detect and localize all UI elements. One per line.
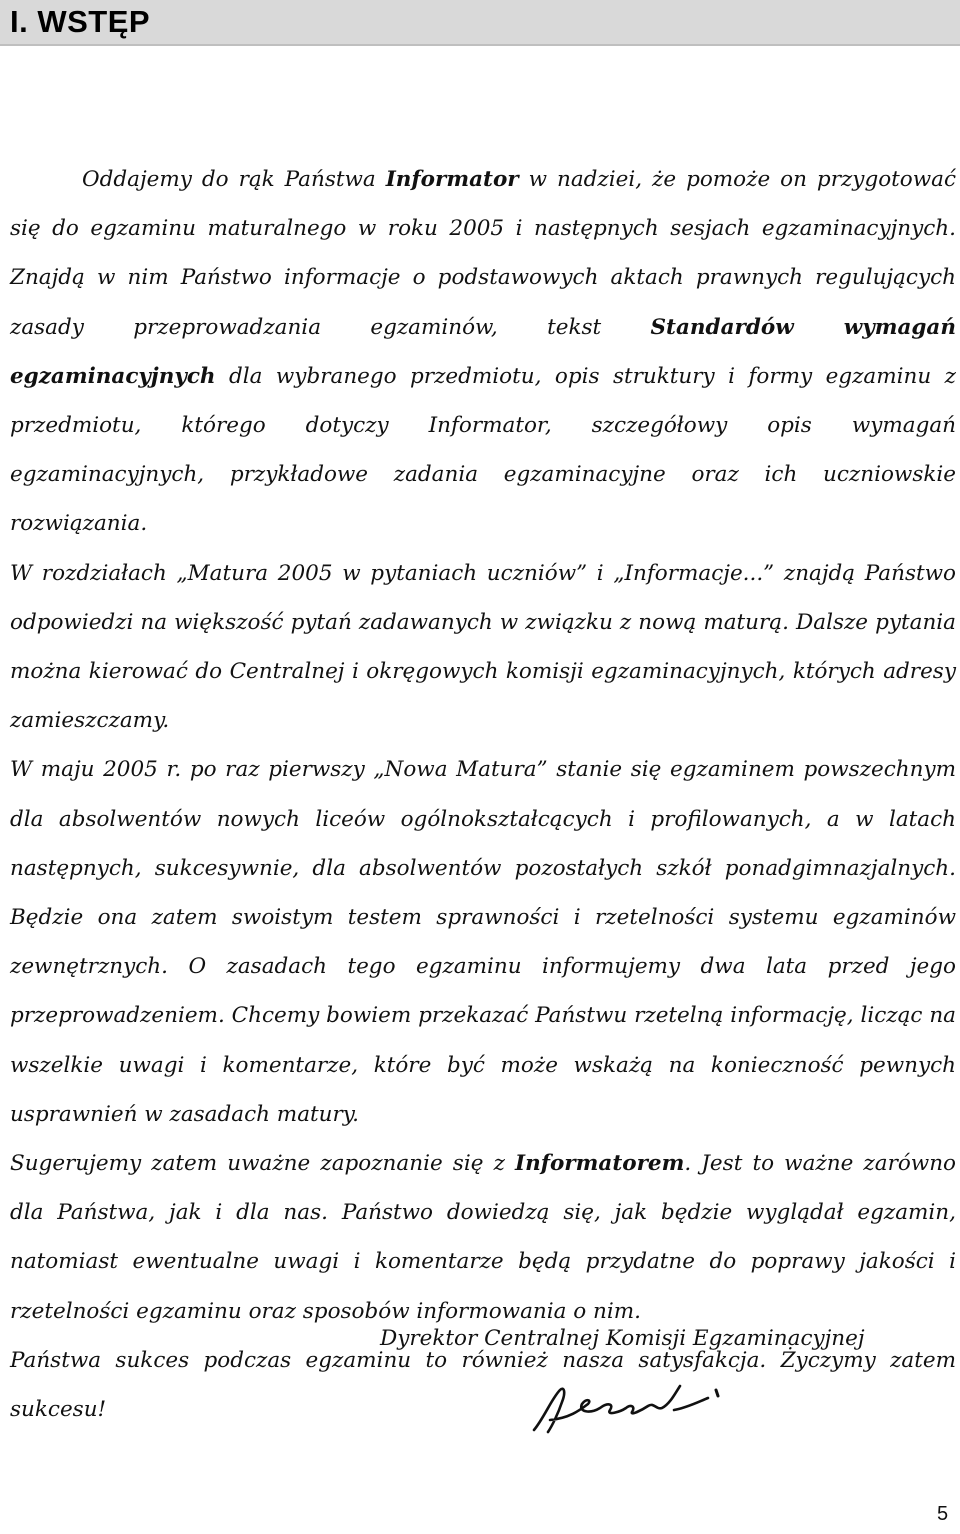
paragraph-new-matura: W maju 2005 r. po raz pierwszy „Nowa Matura” stanie się egzaminem powszechnym dla absolwentów nowych liceów ogólnokształcących i profilowanych, a w latach następnych, sukcesywnie, dla absolwentów pozostałych szkół ponadgimnazjalnych. Będzie ona zatem swoistym testem sprawności i rzetelności systemu egzaminów zewnętrznych. O zasadach tego egzaminu informujemy dwa lata przed jego przeprowadzeniem. Chcemy bowiem przekazać Państwu rzetelną informację, licząc na wszelkie uwagi i komentarze, które być może wskażą na konieczność pewnych usprawnień w zasadach matury. <box>10 757 956 1127</box>
intro-standards-bold: Standardów wymagań egzaminacyjnych <box>10 314 956 389</box>
paragraph-closing: Państwa sukces podczas egzaminu to również nasza satysfakcja. Życzymy zatem sukcesu! <box>10 1347 956 1423</box>
intro-text-e: dla wybranego przedmiotu, opis struktury i formy egzaminu z przedmiotu, którego dotyczy Informator, szczegółowy opis wymagań egzaminacyjnych, przykładowe zadania egzaminacyjne oraz ich uczniowskie rozwiązania. <box>10 363 956 537</box>
suggestion-informator-bold: Informatorem <box>515 1151 685 1177</box>
intro-text-c: w nadziei, że pomoże on przygotować się do egzaminu maturalnego w roku 2005 i następnych sesjach egzaminacyjnych. Znajdą w nim Państwo informacje o podstawowych aktach prawnych regulujących zasady przeprowadzania egzaminów, tekst <box>10 167 956 340</box>
paragraph-chapters: W rozdziałach „Matura 2005 w pytaniach uczniów” i „Informacje...” znajdą Państwo odpowiedzi na większość pytań zadawanych w związku z nową maturą. Dalsze pytania można kierować do Centralnej i okręgowych komisji egzaminacyjnych, których adresy zamieszczamy. <box>10 560 956 734</box>
suggestion-text-c: . Jest to ważne zarówno dla Państwa, jak i dla nas. Państwo dowiedzą się, jak będzie wyglądał egzamin, natomiast ewentualne uwagi i komentarze będą przydatne do poprawy jakości i rzetelności egzaminu oraz sposobów informowania o nim. <box>10 1151 956 1324</box>
paragraph-intro <box>10 155 956 549</box>
section-heading-bar <box>0 0 960 46</box>
document-body <box>10 155 956 1434</box>
suggestion-text-a: Sugerujemy zatem uważne zapoznanie się z <box>10 1151 516 1177</box>
handwritten-signature <box>530 1380 750 1440</box>
signature-title: Dyrektor Centralnej Komisji Egzaminacyjnej <box>380 1326 865 1351</box>
paragraph-suggestion <box>10 1139 956 1336</box>
intro-informator-bold: Informator <box>385 167 519 192</box>
intro-text-a: Oddajemy do rąk Państwa <box>82 167 386 192</box>
page-number: 5 <box>937 1503 949 1525</box>
section-heading: I. WSTĘP <box>10 4 151 39</box>
